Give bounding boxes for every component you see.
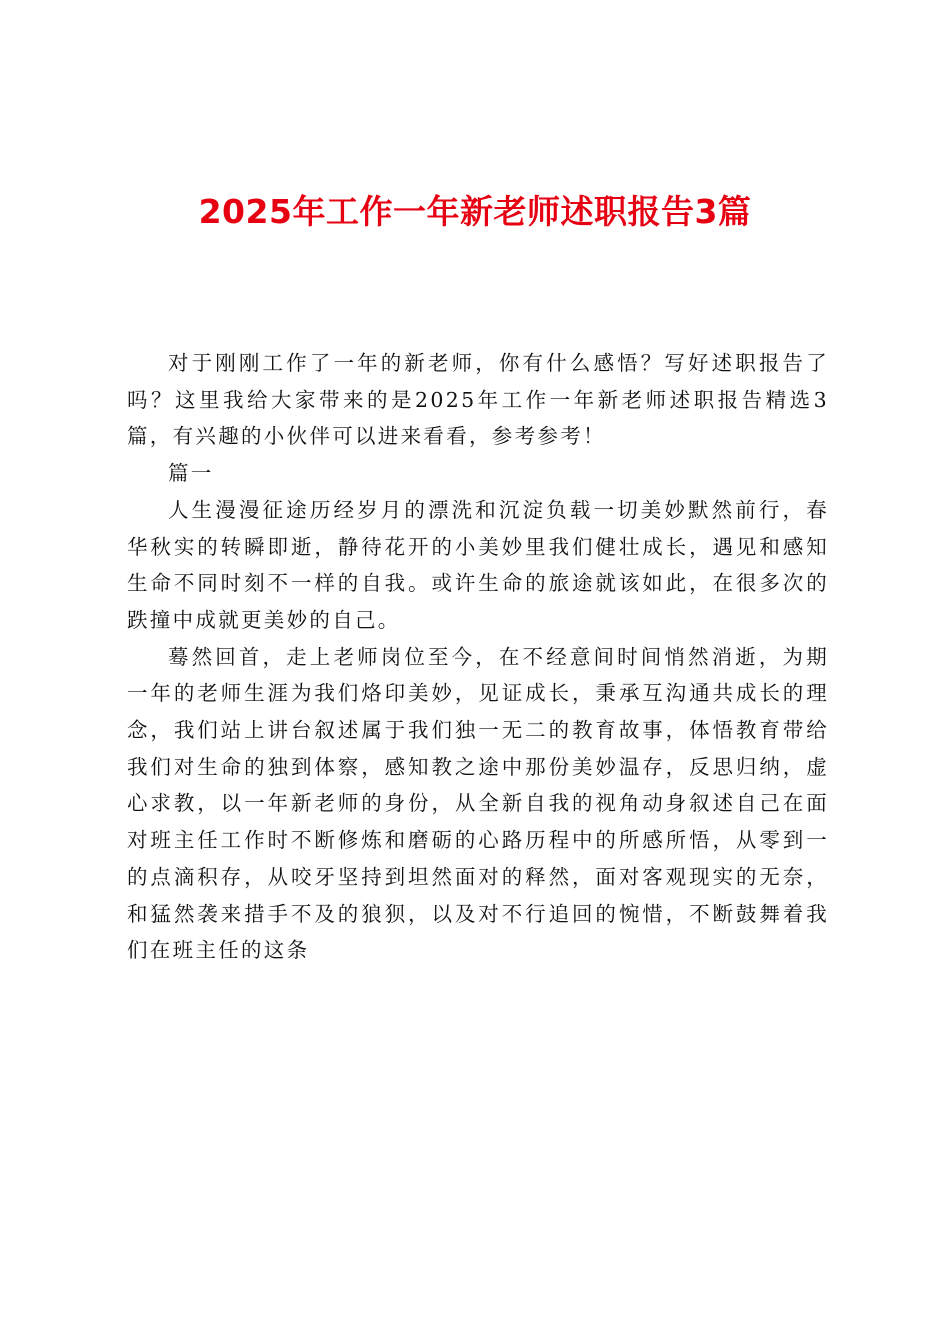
document-title: 2025年工作一年新老师述职报告3篇 xyxy=(198,192,752,231)
body-paragraph: 人生漫漫征途历经岁月的漂洗和沉淀负载一切美妙默然前行，春华秋实的转瞬即逝，静待花开的小美妙里我们健壮成长，遇见和感知生命不同时刻不一样的自我。或许生命的旅途就该如此，在很多次的跌撞中成就更美妙的自己。 xyxy=(127,497,829,632)
document-body xyxy=(127,345,829,969)
body-paragraph: 蓦然回首，走上老师岗位至今，在不经意间时间悄然消逝，为期一年的老师生涯为我们烙印美妙，见证成长，秉承互沟通共成长的理念，我们站上讲台叙述属于我们独一无二的教育故事，体悟教育带给我们对生命的独到体察，感知教之途中那份美妙温存，反思归纳，虚心求教，以一年新老师的身份，从全新自我的视角动身叙述自己在面对班主任工作时不断修炼和磨砺的心路历程中的所感所悟，从零到一的点滴积存，从咬牙坚持到坦然面对的释然，面对客观现实的无奈，和猛然袭来措手不及的狼狈，以及对不行追回的惋惜，不断鼓舞着我们在班主任的这条 xyxy=(127,644,829,963)
intro-paragraph: 对于刚刚工作了一年的新老师，你有什么感悟？写好述职报告了吗？这里我给大家带来的是2025年工作一年新老师述职报告精选3篇，有兴趣的小伙伴可以进来看看，参考参考！ xyxy=(127,351,829,449)
section-heading: 篇一 xyxy=(168,461,214,486)
